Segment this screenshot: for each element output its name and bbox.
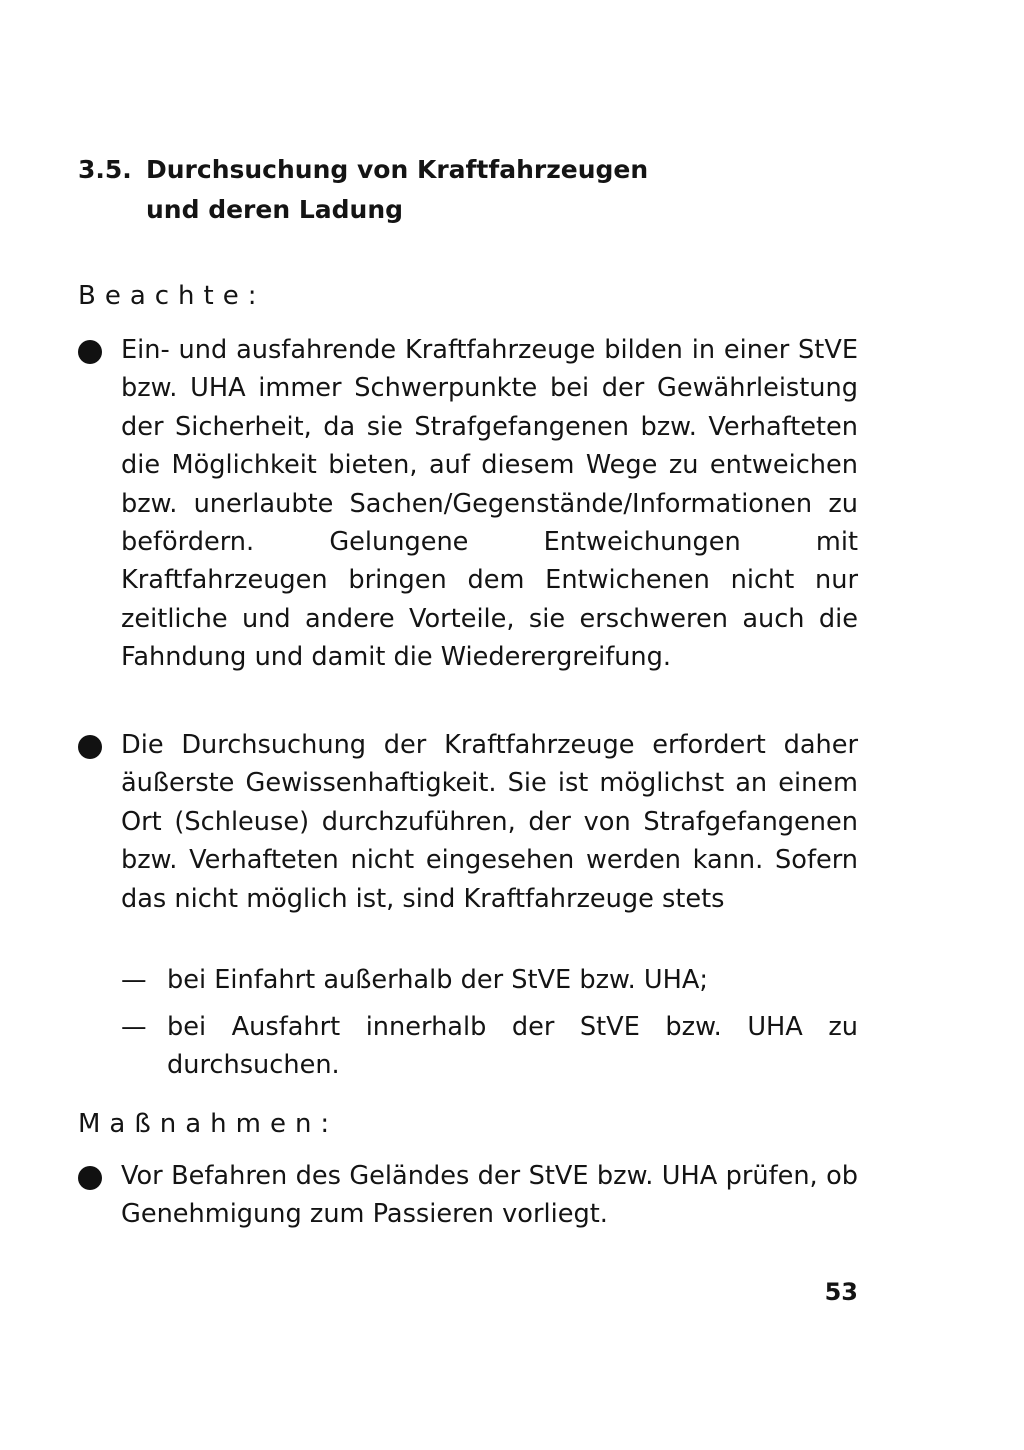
page-number: 53 — [824, 1278, 858, 1306]
beachte-label: Beachte: — [78, 281, 266, 311]
beachte-item-1-text: Ein- und ausfahrende Kraftfahrzeuge bilden in einer StVE bzw. UHA immer Schwerpunkte bei der Gewährleistung der Sicherheit, da sie Strafgefangenen bzw. Verhafteten die Möglichkeit bieten, auf diesem Wege zu entweichen bzw. unerlaubte Sachen/Gegenstände/Informationen zu befördern. Gelungene Entweichungen mit Kraftfahrzeugen bringen dem Entwichenen nicht nur zeitliche und andere Vorteile, sie erschweren auch die Fahndung und damit die Wiederergreifung. — [121, 335, 858, 673]
section-title-line-2: und deren Ladung — [146, 195, 404, 224]
bullet-dot-icon — [78, 1166, 102, 1190]
section-title-line-1: Durchsuchung von Kraftfahrzeugen — [146, 155, 649, 184]
massnahmen-item-1-text: Vor Befahren des Geländes der StVE bzw. UHA prüfen, ob Genehmigung zum Passieren vorliegt. — [121, 1161, 858, 1230]
section-title — [146, 150, 846, 230]
dash-marker: — — [121, 965, 147, 995]
dash-list-item-2-text: bei Ausfahrt innerhalb der StVE bzw. UHA zu durchsuchen. — [167, 1012, 858, 1081]
massnahmen-label: Maßnahmen: — [78, 1109, 339, 1139]
bullet-dot-icon — [78, 735, 102, 759]
dash-list-item-1-text: bei Einfahrt außerhalb der StVE bzw. UHA; — [167, 965, 708, 995]
bullet-dot-icon — [78, 340, 102, 364]
dash-marker: — — [121, 1012, 147, 1042]
beachte-item-2-text: Die Durchsuchung der Kraftfahrzeuge erfordert daher äußerste Gewissenhaftigkeit. Sie ist möglichst an einem Ort (Schleuse) durchzuführen, der von Strafgefangenen bzw. Verhafteten nicht eingesehen werden kann. Sofern das nicht möglich ist, sind Kraftfahrzeuge stets — [121, 730, 858, 914]
section-number: 3.5. — [78, 155, 132, 184]
